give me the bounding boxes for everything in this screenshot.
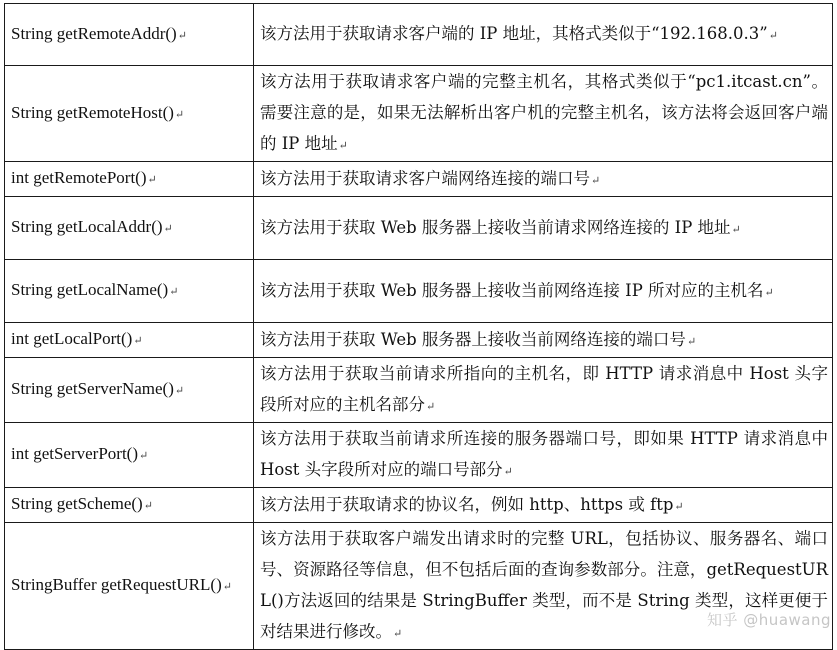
method-description: 该方法用于获取 Web 服务器上接收当前请求网络连接的 IP 地址 [260,217,731,237]
description-cell [254,358,833,423]
table-row [5,162,833,197]
method-cell [5,197,254,260]
description-cell [254,323,833,358]
method-description: 该方法用于获取请求的协议名，例如 http、https 或 ftp [260,494,674,514]
method-name: String getLocalName() [11,280,169,299]
method-name: String getServerName() [11,379,174,398]
description-cell [254,197,833,260]
method-cell [5,4,254,66]
method-name: String getScheme() [11,494,143,513]
method-description: 该方法用于获取 Web 服务器上接收当前网络连接的端口号 [260,329,686,349]
method-name: int getServerPort() [11,444,138,463]
method-cell [5,423,254,488]
description-cell [254,4,833,66]
paragraph-mark-icon: ↵ [163,223,173,235]
paragraph-mark-icon: ↵ [764,285,774,299]
table-row [5,423,833,488]
method-description: 该方法用于获取当前请求所指向的主机名，即 HTTP 请求消息中 Host 头字段所对应的主机名部分 [260,364,828,414]
table-row [5,358,833,423]
paragraph-mark-icon: ↵ [674,499,684,513]
description-cell [254,423,833,488]
method-name: String getRemoteAddr() [11,23,177,43]
paragraph-mark-icon: ↵ [174,108,185,121]
paragraph-mark-icon: ↵ [338,139,348,152]
paragraph-mark-icon: ↵ [731,222,741,236]
paragraph-mark-icon: ↵ [133,335,143,347]
table-row [5,260,833,323]
description-cell [254,260,833,323]
method-cell [5,488,254,523]
method-name: int getRemotePort() [11,168,147,187]
paragraph-mark-icon: ↵ [143,500,153,512]
paragraph-mark-icon: ↵ [503,465,513,478]
paragraph-mark-icon: ↵ [591,173,601,187]
paragraph-mark-icon: ↵ [426,400,436,413]
description-cell [254,523,833,650]
table-row [5,66,833,162]
description-cell [254,66,833,162]
table-body [5,4,833,650]
paragraph-mark-icon: ↵ [768,29,778,42]
method-name: StringBuffer getRequestURL() [11,575,222,594]
request-methods-table [4,3,833,650]
paragraph-mark-icon: ↵ [147,174,157,186]
table-row [5,523,833,650]
table-row [5,197,833,260]
table-row [5,4,833,66]
method-cell [5,66,254,162]
table-row [5,323,833,358]
method-description: 该方法用于获取请求客户端的完整主机名，其格式类似于“pc1.itcast.cn”。需要注意的是，如果无法解析出客户机的完整主机名，该方法将会返回客户端的 IP 地址 [260,72,828,153]
method-cell [5,523,254,650]
method-cell [5,358,254,423]
paragraph-mark-icon: ↵ [177,29,187,42]
method-cell [5,323,254,358]
method-table-container [4,3,832,650]
watermark: 知乎 @huawang [707,611,831,629]
method-name: int getLocalPort() [11,329,133,348]
paragraph-mark-icon: ↵ [686,334,697,348]
paragraph-mark-icon: ↵ [393,627,403,640]
method-name: String getLocalAddr() [11,217,163,236]
method-description: 该方法用于获取客户端发出请求时的完整 URL，包括协议、服务器名、端口号、资源路径等信息，但不包括后面的查询参数部分。注意，getRequestURL()方法返回的结果是 StringBuffer 类型，而不是 String 类型，这样更便于对结果进行修改。 [260,529,828,641]
paragraph-mark-icon: ↵ [222,581,232,593]
method-name: String getRemoteHost() [11,102,174,122]
method-description: 该方法用于获取请求客户端网络连接的端口号 [260,168,590,188]
paragraph-mark-icon: ↵ [174,385,185,397]
description-cell [254,162,833,197]
description-cell [254,488,833,523]
paragraph-mark-icon: ↵ [139,450,149,462]
method-description: 该方法用于获取请求客户端的 IP 地址，其格式类似于“192.168.0.3” [260,24,768,43]
paragraph-mark-icon: ↵ [169,286,179,298]
method-description: 该方法用于获取 Web 服务器上接收当前网络连接 IP 所对应的主机名 [260,280,764,300]
method-description: 该方法用于获取当前请求所连接的服务器端口号，即如果 HTTP 请求消息中 Host 头字段所对应的端口号部分 [260,429,828,479]
table-row [5,488,833,523]
method-cell [5,260,254,323]
method-cell [5,162,254,197]
